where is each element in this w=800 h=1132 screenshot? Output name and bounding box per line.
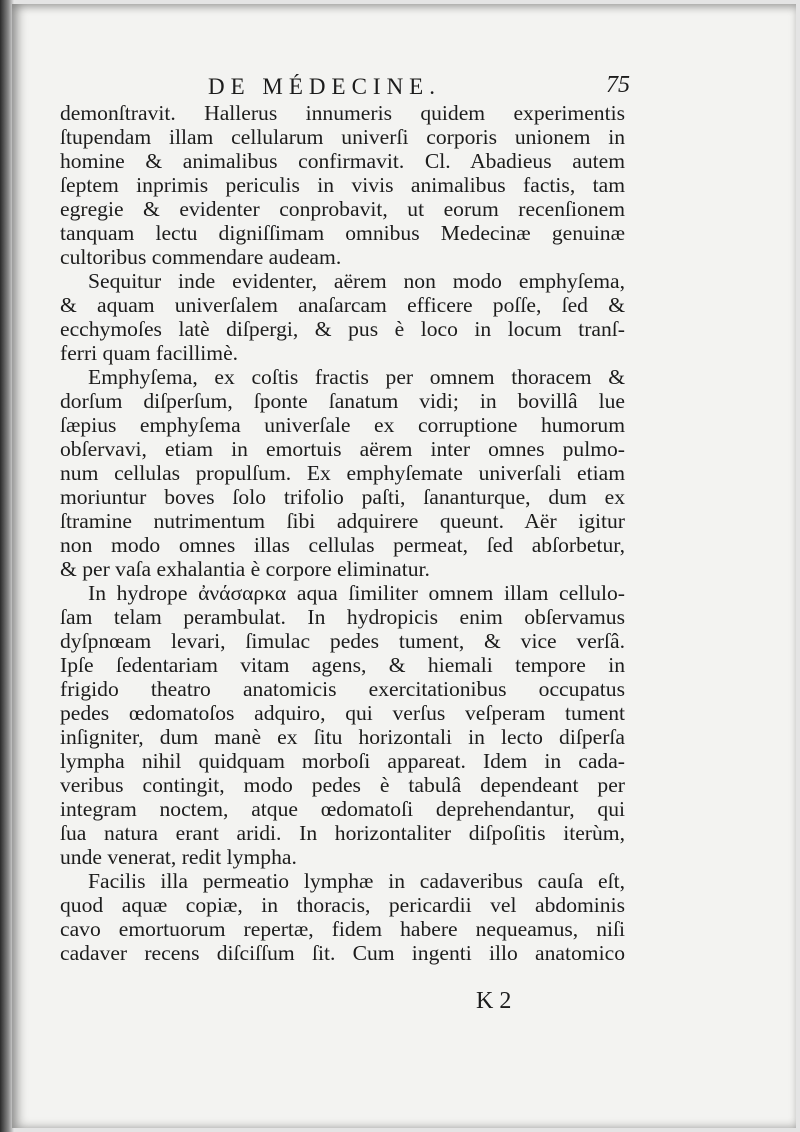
text-line: integram noctem, atque œdomatoſi deprehendantur, qui bbox=[60, 797, 625, 821]
text-line: egregie & evidenter conprobavit, ut eorum recenſionem bbox=[60, 197, 625, 221]
text-line: non modo omnes illas cellulas permeat, ſed abſorbetur, bbox=[60, 533, 625, 557]
text-line: cadaver recens diſciſſum ſit. Cum ingenti illo anatomico bbox=[60, 941, 625, 965]
text-line: num cellulas propulſum. Ex emphyſemate univerſali etiam bbox=[60, 461, 625, 485]
text-line: veribus contingit, modo pedes è tabulâ dependeant per bbox=[60, 773, 625, 797]
text-line: ferri quam facillimè. bbox=[60, 341, 239, 365]
text-line: inſigniter, dum manè ex ſitu horizontali in lecto diſperſa bbox=[60, 725, 625, 749]
text-line: ſua natura erant aridi. In horizontaliter diſpoſitis iterùm, bbox=[60, 821, 625, 845]
text-line: Ipſe ſedentariam vitam agens, & hiemali tempore in bbox=[60, 653, 625, 677]
text-line: quod aquæ copiæ, in thoracis, pericardii vel abdominis bbox=[60, 893, 625, 917]
body-text bbox=[60, 101, 625, 965]
text-line: moriuntur boves ſolo trifolio paſti, ſananturque, dum ex bbox=[60, 485, 625, 509]
text-line: demonſtravit. Hallerus innumeris quidem experimentis bbox=[60, 101, 625, 125]
text-line: ſæpius emphyſema univerſale ex corruptione humorum bbox=[60, 413, 625, 437]
text-line: cavo emortuorum repertæ, fidem habere nequeamus, niſi bbox=[60, 917, 625, 941]
text-line: Facilis illa permeatio lymphæ in cadaveribus cauſa eſt, bbox=[88, 869, 625, 893]
text-line: cultoribus commendare audeam. bbox=[60, 245, 342, 269]
text-line: Sequitur inde evidenter, aërem non modo emphyſema, bbox=[88, 269, 625, 293]
text-line: unde venerat, redit lympha. bbox=[60, 845, 297, 869]
text-line: ſtupendam illam cellularum univerſi corporis unionem in bbox=[60, 125, 625, 149]
text-line: In hydrope ἀνάσαρκα aqua ſimiliter omnem illam cellulo- bbox=[88, 581, 625, 605]
text-line: dorſum diſperſum, ſponte ſanatum vidi; in bovillâ lue bbox=[60, 389, 625, 413]
page-number: 75 bbox=[606, 72, 630, 98]
text-line: homine & animalibus confirmavit. Cl. Abadieus autem bbox=[60, 149, 625, 173]
text-line: dyſpnœam levari, ſimulac pedes tument, & vice verſâ. bbox=[60, 629, 625, 653]
text-line: ſam telam perambulat. In hydropicis enim obſervamus bbox=[60, 605, 625, 629]
text-line: Emphyſema, ex coſtis fractis per omnem thoracem & bbox=[88, 365, 625, 389]
text-line: ſeptem inprimis periculis in vivis animalibus factis, tam bbox=[60, 173, 625, 197]
text-line: pedes œdomatoſos adquiro, qui verſus veſperam tument bbox=[60, 701, 625, 725]
text-line: ſtramine nutrimentum ſibi adquirere queunt. Aër igitur bbox=[60, 509, 625, 533]
catchword: K 2 bbox=[476, 988, 512, 1014]
text-line: obſervavi, etiam in emortuis aërem inter omnes pulmo- bbox=[60, 437, 625, 461]
text-line: & aquam univerſalem anaſarcam efficere poſſe, ſed & bbox=[60, 293, 625, 317]
text-line: tanquam lectu digniſſimam omnibus Medecinæ genuinæ bbox=[60, 221, 625, 245]
text-line: & per vaſa exhalantia è corpore eliminatur. bbox=[60, 557, 430, 581]
text-line: lympha nihil quidquam morboſi appareat. Idem in cada- bbox=[60, 749, 625, 773]
running-head bbox=[60, 72, 630, 102]
text-line: frigido theatro anatomicis exercitationibus occupatus bbox=[60, 677, 625, 701]
text-line: ecchymoſes latè diſpergi, & pus è loco in locum tranſ- bbox=[60, 317, 625, 341]
running-head-title: DE MÉDECINE. bbox=[208, 74, 441, 99]
